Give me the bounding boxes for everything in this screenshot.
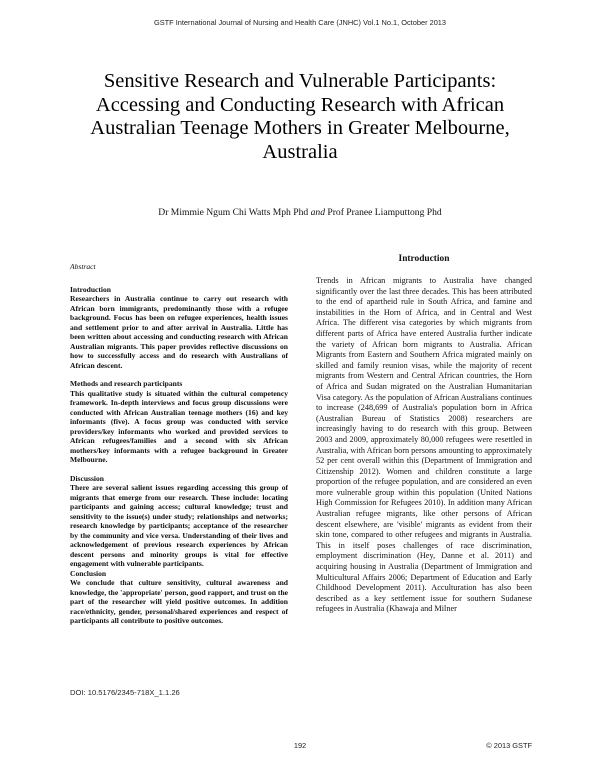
copyright-notice: © 2013 GSTF (486, 741, 532, 750)
introduction-text: Trends in African migrants to Australia have changed significantly over the last three decades. This has been attributed to the end of apartheid rule in South Africa, and famine and instabilities in the Horn of Africa, and in Central and West Africa. The different visa categories by which migrants from different parts of Africa have entered Australia further indicate the variety of African born migrants to Australia. African Migrants from Eastern and Southern Africa migrated mainly on skilled and family reunion visas, while the majority of recent migrants from Western and Central African countries, the Horn of Africa and Sudan migrated on the Australian Humanitarian Visa category. As the population of African Australians continues to increase (248,699 of Australia's population born in Africa (Australian Bureau of Statistics 2008) researchers are increasingly having to do research with this group. Between 2003 and 2009, approximately 80,000 refugees were resettled in Australia, with African born persons amounting to approximately 52 per cent overall within this (Department of Immigration and Citizenship 2012). Women and children constitute a large proportion of the refugee population, and are considered an even more vulnerable group within this population (United Nations High Commission for Refugees 2010). In addition many African Australian refugee migrants, like other persons of African descent elsewhere, are 'visible' migrants as evident from their skin tone, compared to other refugees and migrants in Australia. This in itself poses challenges of race discrimination, employment discrimination (Hey, Danne et al. 2011) and acquiring housing in Australia (Department of Immigration and Multicultural Affairs 2006; Department of Education and Early Childhood Development 2011). Acculturation has also been described as a key settlement issue for southern Sudanese refugees in Australia (Khawaja and Milner (316, 276, 532, 614)
abstract-methods-text: This qualitative study is situated within the cultural competency framework. In-depth interviews and focus group discussions were conducted with African Australian teenage mothers (16) and key informants (five). A focus group was conducted with service providers/key informants who worked and provided services to African refugees/families and a second with six African mothers/key informants with a refugee background in Greater Melbourne. (70, 388, 288, 464)
abstract-column (70, 262, 288, 635)
abstract-conclusion-heading: Conclusion (70, 568, 107, 578)
doi-text: DOI: 10.5176/2345-718X_1.1.26 (70, 688, 180, 697)
page-number: 192 (293, 741, 307, 750)
abstract-methods-heading: Methods and research participants (70, 379, 183, 388)
author-1: Dr Mimmie Ngum Chi Watts Mph Phd (158, 207, 309, 218)
abstract-discussion-text: There are several salient issues regarding accessing this group of migrants that emerge from our research. These include: locating participants and gaining access; cultural knowledge; trust and sensitivity to the issue(s) under study; relationships and networks; research knowledge by participants; acceptance of the researcher by the community and vice versa. Understanding of their lives and acknowledgement of previous research experiences by African descent persons and minority groups is vital for effective engagement with vulnerable participants. (70, 483, 288, 568)
abstract-intro-text: Researchers in Australia continue to carry out research with African born immigrants, predominantly those with a refugee background. Focus has been on refugee experiences, health issues and settlement prior to and after arrival in Australia. Little has been written about accessing and conducting research with African Australian migrants. This paper provides reflective discussions on how to successfully access and do research with Australians of African descent. (70, 294, 288, 370)
abstract-intro-heading: Introduction (70, 284, 111, 294)
abstract-conclusion-text: We conclude that culture sensitivity, cultural awareness and knowledge, the 'appropriate' person, good rapport, and trust on the part of the researcher will yield positive outcomes. In addition race/ethnicity, gender, personal/shared experiences and respect of participants all contribute to positive outcomes. (70, 578, 288, 625)
abstract-label: Abstract (70, 262, 96, 271)
author-conjunction: and (310, 207, 325, 218)
introduction-column (316, 254, 532, 615)
paper-title: Sensitive Research and Vulnerable Participants: Accessing and Conducting Research with African Australian Teenage Mothers in Greater Melbourne, Australia (90, 70, 510, 163)
introduction-heading: Introduction (398, 254, 450, 264)
author-line (0, 207, 600, 218)
abstract-discussion-heading: Discussion (70, 473, 104, 483)
running-head: GSTF International Journal of Nursing and Health Care (JNHC) Vol.1 No.1, October 2013 (153, 18, 447, 27)
author-2: Prof Pranee Liamputtong Phd (327, 207, 442, 218)
